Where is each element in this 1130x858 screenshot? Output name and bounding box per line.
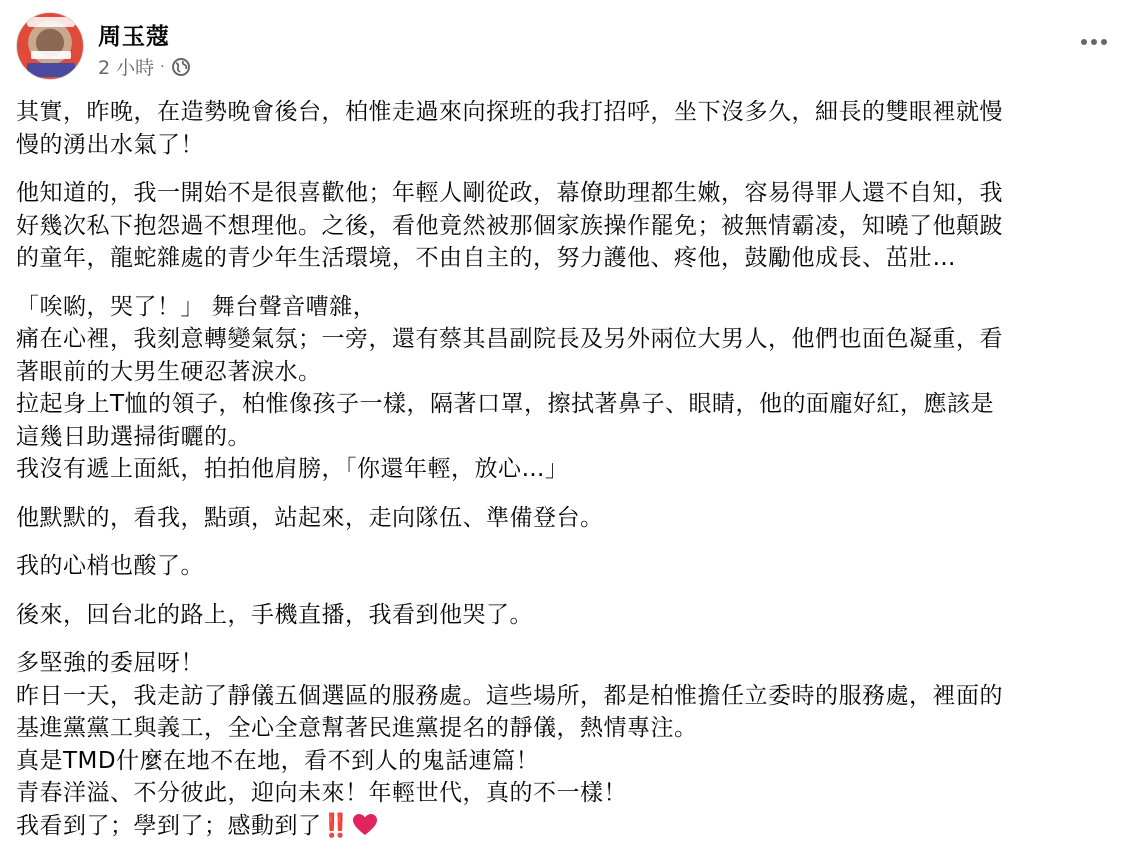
post-body xyxy=(16,96,1116,858)
last-line xyxy=(16,810,1116,843)
text-line: 他默默的，看我，點頭，站起來，走向隊伍、準備登台。 xyxy=(16,504,604,531)
text-line: 基進黨黨工與義工，全心全意幫著民進黨提名的靜儀，熱情專注。 xyxy=(16,715,698,741)
double-exclamation-emoji: ‼️ xyxy=(321,812,349,839)
author-avatar[interactable] xyxy=(16,12,84,80)
more-options-icon[interactable] xyxy=(1074,30,1114,54)
text-line: 著眼前的大男生硬忍著淚水。 xyxy=(16,358,322,385)
paragraph-5 xyxy=(16,550,1116,583)
paragraph-7 xyxy=(16,647,1116,842)
meta-separator: · xyxy=(160,58,165,75)
text-line: 多堅強的委屈呀！ xyxy=(16,650,204,676)
paragraph-4 xyxy=(16,502,1116,535)
text-line: 慢的湧出水氣了！ xyxy=(16,131,204,158)
text-line: 的童年，龍蛇雜處的青少年生活環境，不由自主的，努力護他、疼他，鼓勵他成長、茁壯… xyxy=(16,245,956,271)
post-time[interactable]: 2 小時 xyxy=(98,57,155,79)
heart-icon xyxy=(352,813,378,837)
post-header xyxy=(16,12,1114,82)
text-line: 「唉喲，哭了！」 舞台聲音嘈雜， xyxy=(16,293,377,320)
text-line: 他知道的，我一開始不是很喜歡他；年輕人剛從政，幕僚助理都生嫩，容易得罪人還不自知，我 xyxy=(16,180,1003,206)
text-line: 昨日一天，我走訪了靜儀五個選區的服務處。這些場所，都是柏惟擔任立委時的服務處，裡面的 xyxy=(16,682,1003,709)
text-line: 這幾日助選掃街曬的。 xyxy=(16,423,251,450)
globe-icon[interactable] xyxy=(171,57,191,77)
paragraph-3 xyxy=(16,291,1116,486)
text-line: 青春洋溢、不分彼此，迎向未來！年輕世代，真的不一樣！ xyxy=(16,780,627,806)
text-line: 我沒有遞上面紙，拍拍他肩膀，「你還年輕，放心…」 xyxy=(16,456,569,482)
text-line: 後來，回台北的路上，手機直播，我看到他哭了。 xyxy=(16,601,533,628)
post-meta xyxy=(98,53,191,80)
text-line: 拉起身上T恤的領子，柏惟像孩子一樣，隔著口罩，擦拭著鼻子、眼睛，他的面龐好紅，應該是 xyxy=(16,391,995,417)
text-line: 痛在心裡，我刻意轉變氣氛；一旁，還有蔡其昌副院長及另外兩位大男人，他們也面色凝重，看 xyxy=(16,326,1003,352)
text-line: 好幾次私下抱怨過不想理他。之後，看他竟然被那個家族操作罷免；被無情霸凌，知曉了他顛跛 xyxy=(16,212,1003,239)
paragraph-1 xyxy=(16,96,1116,161)
text-line: 其實，昨晚，在造勢晚會後台，柏惟走過來向探班的我打招呼，坐下沒多久，細長的雙眼裡就慢 xyxy=(16,99,1003,125)
text-line: 我的心梢也酸了。 xyxy=(16,553,204,579)
paragraph-2 xyxy=(16,177,1116,275)
last-line-text: 我看到了；學到了；感動到了 xyxy=(16,812,322,839)
author-name[interactable]: 周玉蔻 xyxy=(98,24,170,50)
paragraph-6 xyxy=(16,599,1116,632)
text-line: 真是TMD什麼在地不在地，看不到人的鬼話連篇！ xyxy=(16,747,540,774)
